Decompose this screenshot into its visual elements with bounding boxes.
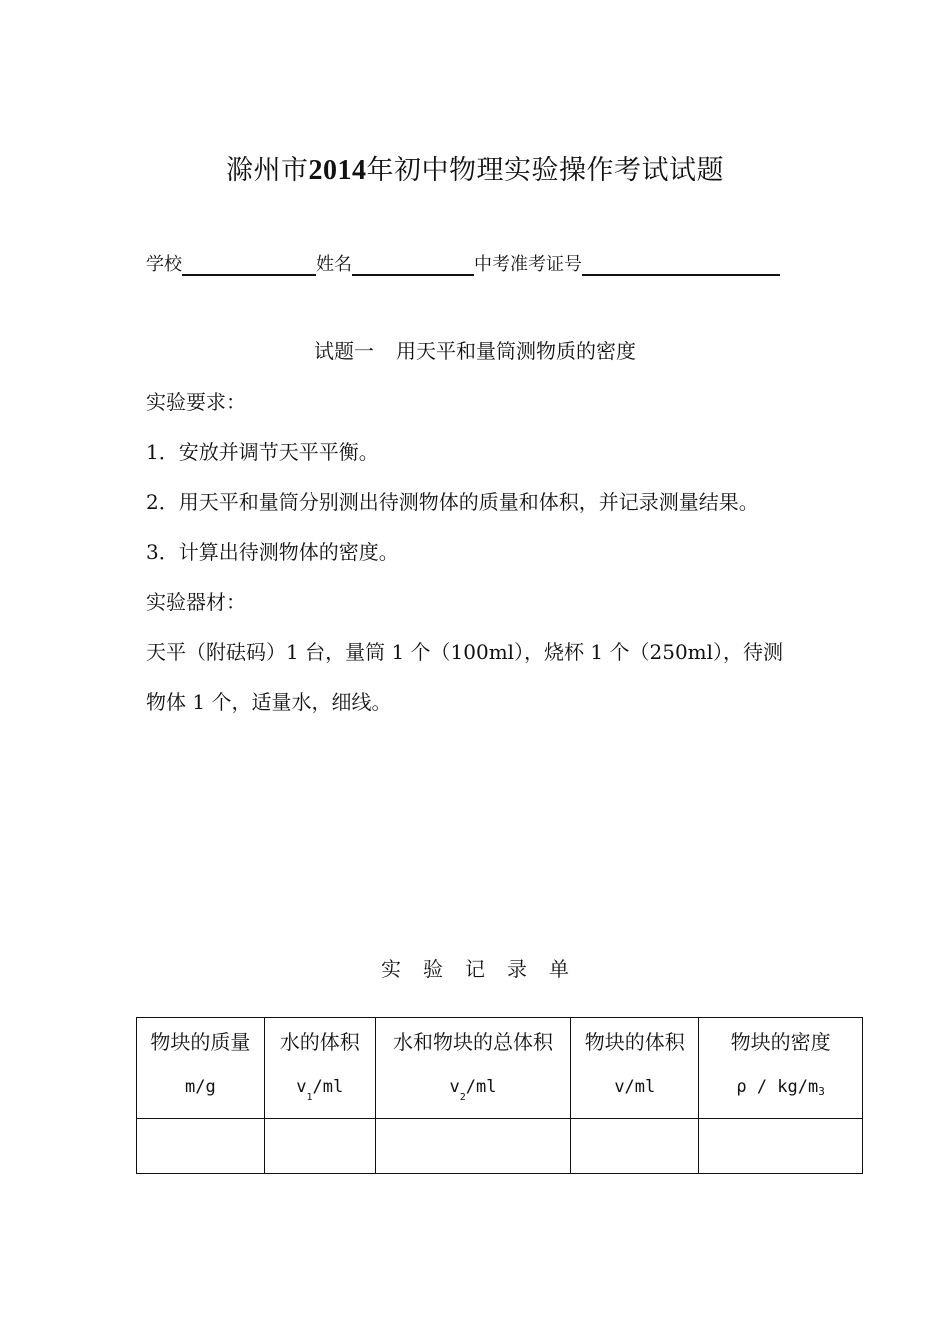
exam-id-field[interactable]: [582, 254, 780, 276]
equipment-line: 物体 1 个，适量水，细线。: [146, 690, 392, 714]
title-year: 2014: [308, 155, 367, 186]
question-name: 用天平和量筒测物质的密度: [396, 339, 636, 363]
column-unit: ρ / kg/m3: [736, 1077, 825, 1098]
column-name: 物块的体积: [584, 1030, 685, 1054]
header-cell-water-volume: [264, 1018, 375, 1119]
record-sheet-title: 实验记录单: [381, 957, 591, 981]
total-volume-input-cell[interactable]: [375, 1119, 571, 1174]
header-cell-total-volume: [375, 1018, 571, 1119]
exam-id-label: 中考准考证号: [474, 254, 582, 275]
block-volume-input-cell[interactable]: [571, 1119, 699, 1174]
column-name: 物块的质量: [150, 1030, 251, 1054]
header-cell-block-volume: [571, 1018, 699, 1119]
column-unit: v/ml: [614, 1077, 656, 1097]
page-title: [0, 148, 950, 187]
column-name: 物块的密度: [730, 1030, 831, 1054]
header-cell-mass: [137, 1018, 265, 1119]
table-row: [137, 1119, 863, 1174]
requirements-heading: 实验要求：: [146, 390, 246, 414]
requirement-item: 3．计算出待测物体的密度。: [146, 540, 399, 564]
mass-input-cell[interactable]: [137, 1119, 265, 1174]
school-label: 学校: [146, 254, 182, 275]
question-title: [0, 335, 950, 364]
water-volume-input-cell[interactable]: [264, 1119, 375, 1174]
name-label: 姓名: [316, 254, 352, 275]
school-field[interactable]: [182, 254, 316, 276]
title-prefix: 滁州市: [226, 155, 309, 186]
requirement-item: 1．安放并调节天平平衡。: [146, 440, 379, 464]
column-name: 水的体积: [279, 1030, 360, 1054]
equipment-line: 天平（附砝码）1 台，量筒 1 个（100ml），烧杯 1 个（250ml），待测: [146, 640, 784, 664]
column-unit: $v_1/ml$: [296, 1077, 344, 1103]
student-info-row: [146, 250, 780, 276]
column-unit: m/g: [185, 1077, 216, 1097]
title-suffix: 年初中物理实验操作考试试题: [366, 155, 724, 186]
column-unit: $v_2/ml$: [449, 1077, 497, 1103]
equipment-heading: 实验器材：: [146, 590, 246, 614]
table-header-row: [137, 1018, 863, 1119]
requirement-item: 2．用天平和量筒分别测出待测物体的质量和体积，并记录测量结果。: [146, 490, 759, 514]
header-cell-density: [699, 1018, 863, 1119]
record-table: [136, 1017, 863, 1174]
question-number: 试题一: [314, 339, 374, 363]
column-name: 水和物块的总体积: [393, 1030, 554, 1054]
name-field[interactable]: [352, 254, 474, 276]
density-input-cell[interactable]: [699, 1119, 863, 1174]
